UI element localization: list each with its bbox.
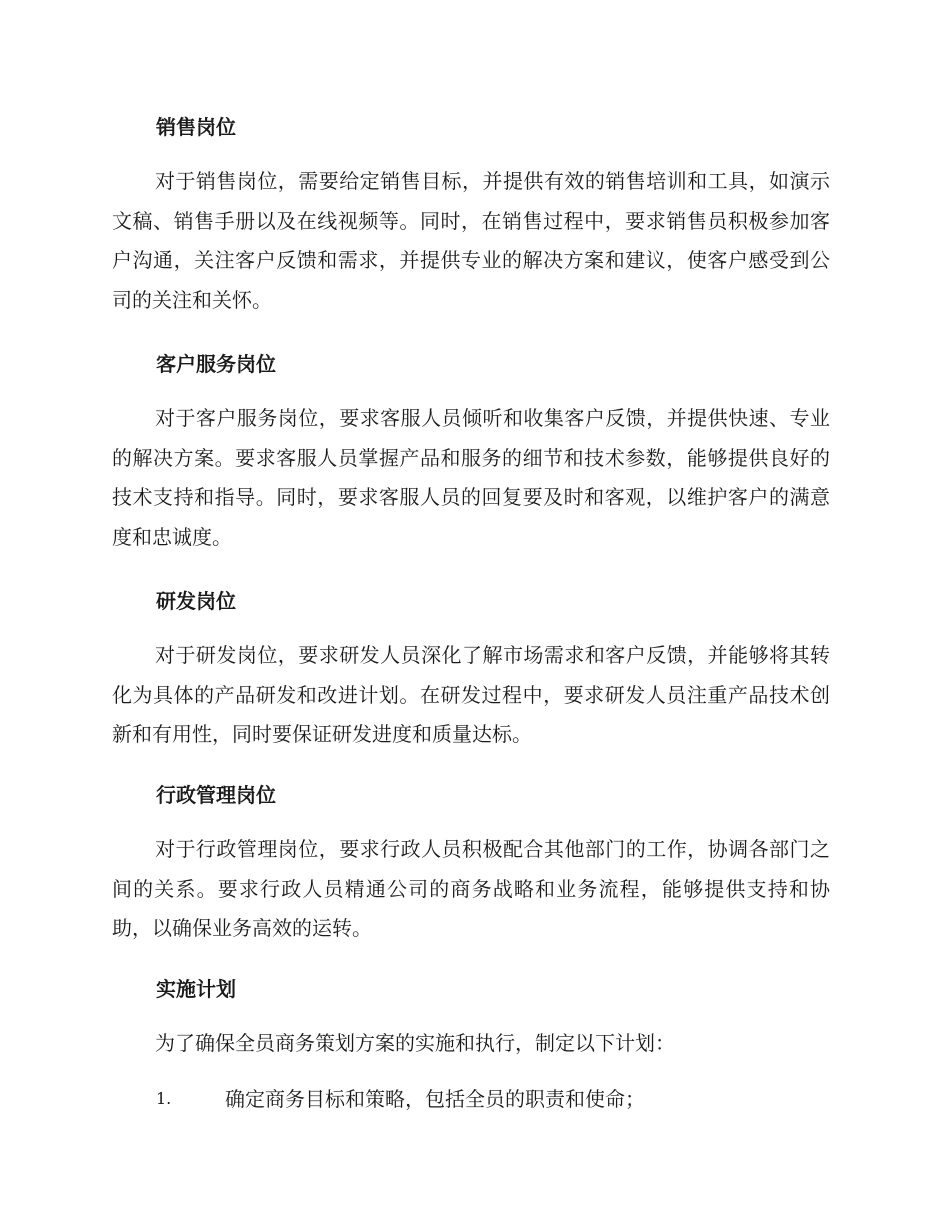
section-body-customer-service: 对于客户服务岗位，要求客服人员倾听和收集客户反馈，并提供快速、专业的解决方案。要求客服人员掌握产品和服务的细节和技术参数，能够提供良好的技术支持和指导。同时，要求客服人员的回复要及时和客观，以维护客户的满意度和忠诚度。 <box>112 406 830 549</box>
list-item-number: 1. <box>156 1089 172 1108</box>
section-heading-implementation: 实施计划 <box>156 977 236 1001</box>
section-body-rnd: 对于研发岗位，要求研发人员深化了解市场需求和客户反馈，并能够将其转化为具体的产品研发和改进计划。在研发过程中，要求研发人员注重产品技术创新和有用性，同时要保证研发进度和质量达标。 <box>112 643 830 746</box>
section-body-implementation: 为了确保全员商务策划方案的实施和执行，制定以下计划： <box>155 1031 675 1055</box>
section-body-sales: 对于销售岗位，需要给定销售目标，并提供有效的销售培训和工具，如演示文稿、销售手册以及在线视频等。同时，在销售过程中，要求销售员积极参加客户沟通，关注客户反馈和需求，并提供专业的解决方案和建议，使客户感受到公司的关注和关怀。 <box>112 169 830 312</box>
section-body-admin: 对于行政管理岗位，要求行政人员积极配合其他部门的工作，协调各部门之间的关系。要求行政人员精通公司的商务战略和业务流程，能够提供支持和协助，以确保业务高效的运转。 <box>112 837 830 940</box>
section-heading-sales: 销售岗位 <box>156 115 236 139</box>
section-heading-customer-service: 客户服务岗位 <box>156 352 276 376</box>
section-heading-rnd: 研发岗位 <box>156 589 236 613</box>
list-item-text: 确定商务目标和策略，包括全员的职责和使命； <box>225 1087 645 1111</box>
section-heading-admin: 行政管理岗位 <box>156 783 276 807</box>
